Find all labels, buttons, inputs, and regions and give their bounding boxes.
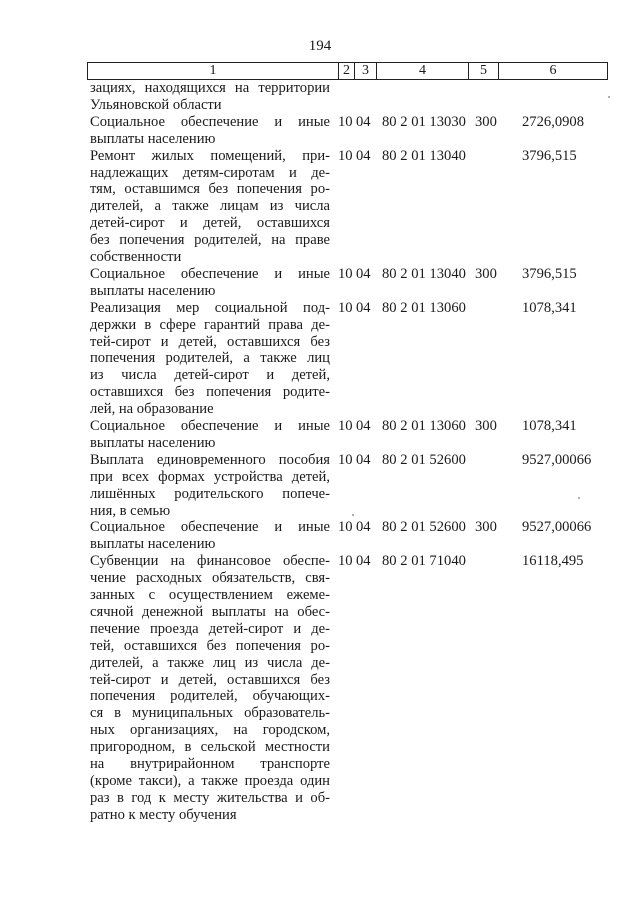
description-line: тей, оставшихся без попечения ро- (90, 637, 330, 654)
cell-c2: 10 (338, 299, 353, 316)
description-line: Социальное обеспечение и иные (90, 417, 330, 434)
cell-c6: 16118,495 (522, 553, 584, 570)
cell-c4: 80 2 01 52600 (382, 451, 466, 468)
description-line: лей, на образование (90, 401, 214, 418)
description-line: ся в муниципальных образователь- (90, 705, 330, 722)
cell-c2: 10 (338, 265, 353, 282)
description-line: на внутрирайонном транспорте (90, 756, 330, 773)
cell-c2: 10 (338, 451, 353, 468)
row-description (90, 80, 330, 114)
cell-c4: 80 2 01 71040 (382, 553, 466, 570)
description-line: Выплата единовременного пособия (90, 451, 330, 468)
cell-c6: 1078,341 (522, 417, 577, 434)
description-line: раз в год к месту жительства и об- (90, 789, 330, 806)
cell-c3: 04 (356, 451, 371, 468)
description-line: дителей, а также лиц из числа де- (90, 654, 330, 671)
description-line: ных организациях, на городском, (90, 722, 330, 739)
description-line: Социальное обеспечение и иные (90, 519, 330, 536)
description-line: выплаты населению (90, 130, 216, 147)
description-line: надлежащих детям-сиротам и де- (90, 164, 330, 181)
row-description (90, 418, 330, 452)
cell-c6: 2726,0908 (522, 113, 585, 130)
cell-c4: 80 2 01 13060 (382, 299, 466, 316)
scan-mark (578, 497, 580, 499)
description-line: (кроме такси), а также проезда один (90, 772, 330, 789)
description-line: печение проезда детей-сирот и де- (90, 620, 330, 637)
header-col-5: 5 (468, 63, 498, 79)
table-row (0, 300, 640, 418)
header-col-1: 1 (209, 63, 217, 78)
description-line: сячной денежной выплаты на обес- (90, 603, 330, 620)
cell-c6: 3796,515 (522, 265, 577, 282)
description-line: выплаты населению (90, 536, 216, 553)
cell-c5: 300 (475, 519, 497, 536)
cell-c2: 10 (338, 417, 353, 434)
description-line: собственности (90, 249, 182, 266)
table-row (0, 553, 640, 823)
cell-c3: 04 (356, 113, 371, 130)
description-line: Ульяновской области (90, 96, 222, 113)
description-line: Социальное обеспечение и иные (90, 265, 330, 282)
cell-c5: 300 (475, 265, 497, 282)
cell-c6: 9527,00066 (522, 519, 592, 536)
cell-c6: 1078,341 (522, 299, 577, 316)
row-description (90, 148, 330, 266)
row-description (90, 114, 330, 148)
description-line: Ремонт жилых помещений, при- (90, 147, 330, 164)
table-header (87, 62, 608, 80)
description-line: зациях, находящихся на территории (90, 80, 330, 96)
table-row (0, 80, 640, 114)
row-description (90, 300, 330, 418)
row-description (90, 519, 330, 553)
description-line: ния, в семью (90, 502, 171, 519)
table-body (0, 80, 640, 824)
cell-c3: 04 (356, 265, 371, 282)
table-row (0, 114, 640, 148)
description-line: держки в сфере гарантий права де- (90, 316, 330, 333)
description-line: попечения родителей, обучающих- (90, 688, 330, 705)
description-line: из числа детей-сирот и детей, (90, 367, 330, 384)
cell-c3: 04 (356, 417, 371, 434)
description-line: выплаты населению (90, 434, 216, 451)
cell-c3: 04 (356, 519, 371, 536)
row-description (90, 452, 330, 520)
cell-c6: 9527,00066 (522, 451, 592, 468)
description-line: тей-сирот и детей, оставшихся без (90, 333, 330, 350)
description-line: пригородном, в сельской местности (90, 739, 330, 756)
description-line: ратно к месту обучения (90, 806, 237, 823)
description-line: чение расходных обязательств, свя- (90, 570, 330, 587)
description-line: без попечения родителей, на праве (90, 232, 330, 249)
description-line: Субвенции на финансовое обеспе- (90, 553, 330, 570)
page-number: 194 (308, 38, 332, 54)
description-line: Социальное обеспечение и иные (90, 113, 330, 130)
cell-c4: 80 2 01 13040 (382, 147, 466, 164)
description-line: при всех формах устройства детей, (90, 468, 330, 485)
cell-c4: 80 2 01 52600 (382, 519, 466, 536)
description-line: занных с осуществлением ежеме- (90, 586, 330, 603)
header-col-2: 2 (338, 63, 354, 79)
cell-c5: 300 (475, 417, 497, 434)
cell-c6: 3796,515 (522, 147, 577, 164)
cell-c3: 04 (356, 299, 371, 316)
cell-c3: 04 (356, 553, 371, 570)
header-col-6: 6 (498, 63, 607, 79)
row-description (90, 553, 330, 824)
table-row (0, 418, 640, 452)
table-row (0, 519, 640, 553)
cell-c4: 80 2 01 13040 (382, 265, 466, 282)
row-description (90, 266, 330, 300)
description-line: лишённых родительского попече- (90, 485, 330, 502)
description-line: детей-сирот и детей, оставшихся (90, 215, 330, 232)
description-line: тей-сирот и детей, оставшихся без (90, 671, 330, 688)
cell-c2: 10 (338, 553, 353, 570)
cell-c4: 80 2 01 13030 (382, 113, 466, 130)
table-row (0, 452, 640, 520)
cell-c2: 10 (338, 519, 353, 536)
table-row (0, 148, 640, 266)
description-line: дителей, а также лицам из числа (90, 198, 330, 215)
header-col-4: 4 (376, 63, 468, 79)
description-line: тям, оставшимся без попечения ро- (90, 181, 330, 198)
scan-mark (352, 514, 354, 516)
description-line: Реализация мер социальной под- (90, 299, 330, 316)
description-line: выплаты населению (90, 282, 216, 299)
scan-mark (608, 96, 610, 98)
cell-c2: 10 (338, 113, 353, 130)
table-row (0, 266, 640, 300)
header-col-3: 3 (354, 63, 376, 79)
cell-c3: 04 (356, 147, 371, 164)
cell-c4: 80 2 01 13060 (382, 417, 466, 434)
description-line: попечения родителей, а также лиц (90, 350, 330, 367)
cell-c5: 300 (475, 113, 497, 130)
description-line: оставшихся без попечения родите- (90, 384, 330, 401)
cell-c2: 10 (338, 147, 353, 164)
